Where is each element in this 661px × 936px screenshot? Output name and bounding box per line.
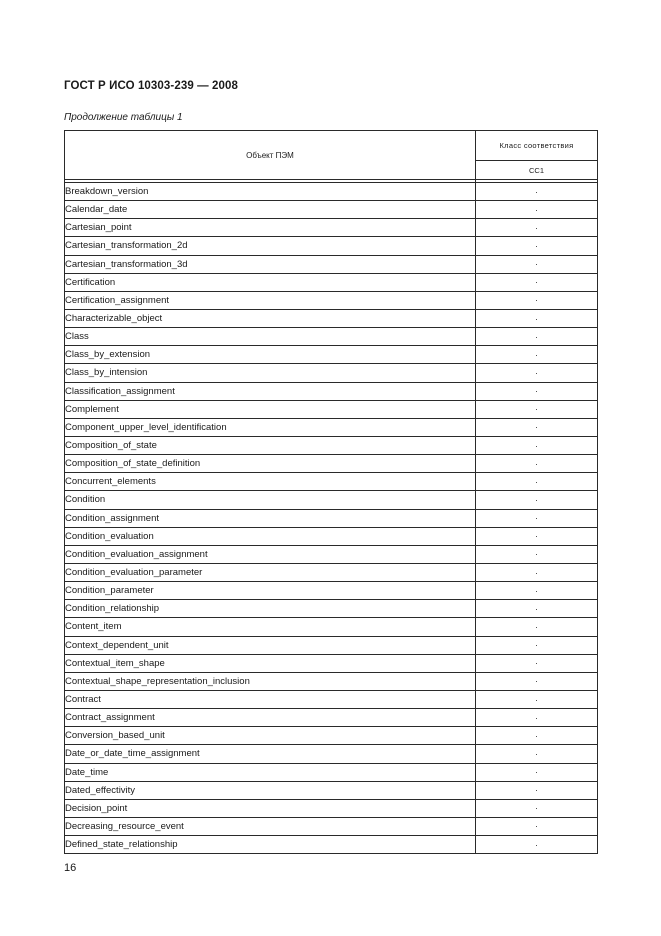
table-row: [65, 183, 598, 201]
object-name-cell: Condition_assignment: [65, 509, 476, 527]
table-row: [65, 255, 598, 273]
cc1-mark-cell: ·: [476, 346, 598, 364]
table-row: [65, 817, 598, 835]
header-object: Объект ПЭМ: [65, 131, 476, 180]
cc1-mark-cell: ·: [476, 836, 598, 854]
table-row: [65, 291, 598, 309]
cc1-mark-cell: ·: [476, 654, 598, 672]
cc1-mark-cell: ·: [476, 727, 598, 745]
cc1-mark-cell: ·: [476, 309, 598, 327]
cc1-mark-cell: ·: [476, 273, 598, 291]
cc1-mark-cell: ·: [476, 436, 598, 454]
cc1-mark-cell: ·: [476, 582, 598, 600]
object-name-cell: Breakdown_version: [65, 183, 476, 201]
cc1-mark-cell: ·: [476, 618, 598, 636]
cc1-mark-cell: ·: [476, 600, 598, 618]
table-row: [65, 709, 598, 727]
table-row: [65, 727, 598, 745]
cc1-mark-cell: ·: [476, 545, 598, 563]
table-row: [65, 545, 598, 563]
object-name-cell: Certification_assignment: [65, 291, 476, 309]
table-row: [65, 618, 598, 636]
table-row: [65, 509, 598, 527]
table-row: [65, 436, 598, 454]
cc1-mark-cell: ·: [476, 781, 598, 799]
cc1-mark-cell: ·: [476, 291, 598, 309]
cc1-mark-cell: ·: [476, 799, 598, 817]
table-row: [65, 745, 598, 763]
object-name-cell: Contextual_shape_representation_inclusion: [65, 672, 476, 690]
cc1-mark-cell: ·: [476, 255, 598, 273]
table-row: [65, 400, 598, 418]
object-name-cell: Condition_evaluation_assignment: [65, 545, 476, 563]
table-row: [65, 636, 598, 654]
object-name-cell: Condition_evaluation_parameter: [65, 563, 476, 581]
table-row: [65, 473, 598, 491]
object-name-cell: Concurrent_elements: [65, 473, 476, 491]
object-name-cell: Date_or_date_time_assignment: [65, 745, 476, 763]
header-conformance-class: Класс соответствия: [476, 131, 598, 161]
object-name-cell: Calendar_date: [65, 201, 476, 219]
cc1-mark-cell: ·: [476, 527, 598, 545]
object-name-cell: Class_by_intension: [65, 364, 476, 382]
object-name-cell: Condition_parameter: [65, 582, 476, 600]
cc1-mark-cell: ·: [476, 709, 598, 727]
table-row: [65, 309, 598, 327]
cc1-mark-cell: ·: [476, 763, 598, 781]
table-row: [65, 491, 598, 509]
cc1-mark-cell: ·: [476, 473, 598, 491]
object-name-cell: Dated_effectivity: [65, 781, 476, 799]
object-name-cell: Cartesian_transformation_3d: [65, 255, 476, 273]
conformance-table: [64, 130, 598, 854]
object-name-cell: Decreasing_resource_event: [65, 817, 476, 835]
object-name-cell: Condition_relationship: [65, 600, 476, 618]
table-row: [65, 690, 598, 708]
cc1-mark-cell: ·: [476, 672, 598, 690]
object-name-cell: Conversion_based_unit: [65, 727, 476, 745]
table-row: [65, 781, 598, 799]
cc1-mark-cell: ·: [476, 219, 598, 237]
table-row: [65, 346, 598, 364]
cc1-mark-cell: ·: [476, 400, 598, 418]
object-name-cell: Decision_point: [65, 799, 476, 817]
table-row: [65, 201, 598, 219]
table-row: [65, 582, 598, 600]
object-name-cell: Content_item: [65, 618, 476, 636]
object-name-cell: Certification: [65, 273, 476, 291]
cc1-mark-cell: ·: [476, 563, 598, 581]
cc1-mark-cell: ·: [476, 690, 598, 708]
table-row: [65, 455, 598, 473]
table-row: [65, 672, 598, 690]
object-name-cell: Condition_evaluation: [65, 527, 476, 545]
object-name-cell: Cartesian_point: [65, 219, 476, 237]
cc1-mark-cell: ·: [476, 491, 598, 509]
table-row: [65, 527, 598, 545]
table-row: [65, 836, 598, 854]
object-name-cell: Component_upper_level_identification: [65, 418, 476, 436]
cc1-mark-cell: ·: [476, 364, 598, 382]
object-name-cell: Characterizable_object: [65, 309, 476, 327]
cc1-mark-cell: ·: [476, 418, 598, 436]
table-row: [65, 654, 598, 672]
object-name-cell: Contract: [65, 690, 476, 708]
table-row: [65, 273, 598, 291]
table-row: [65, 382, 598, 400]
cc1-mark-cell: ·: [476, 509, 598, 527]
table-row: [65, 364, 598, 382]
cc1-mark-cell: ·: [476, 328, 598, 346]
object-name-cell: Contextual_item_shape: [65, 654, 476, 672]
cc1-mark-cell: ·: [476, 183, 598, 201]
document-title: ГОСТ Р ИСО 10303-239 — 2008: [64, 80, 239, 92]
cc1-mark-cell: ·: [476, 237, 598, 255]
table-row: [65, 237, 598, 255]
table-row: [65, 563, 598, 581]
cc1-mark-cell: ·: [476, 455, 598, 473]
object-name-cell: Class_by_extension: [65, 346, 476, 364]
table-row: [65, 219, 598, 237]
object-name-cell: Condition: [65, 491, 476, 509]
cc1-mark-cell: ·: [476, 817, 598, 835]
object-name-cell: Date_time: [65, 763, 476, 781]
object-name-cell: Class: [65, 328, 476, 346]
table-row: [65, 328, 598, 346]
object-name-cell: Classification_assignment: [65, 382, 476, 400]
header-cc1: CC1: [476, 161, 598, 180]
object-name-cell: Composition_of_state_definition: [65, 455, 476, 473]
table-row: [65, 418, 598, 436]
table-row: [65, 799, 598, 817]
table-body: [65, 183, 598, 854]
page-number: 16: [64, 862, 77, 874]
table-row: [65, 763, 598, 781]
table-caption: Продолжение таблицы 1: [64, 112, 183, 123]
object-name-cell: Cartesian_transformation_2d: [65, 237, 476, 255]
object-name-cell: Context_dependent_unit: [65, 636, 476, 654]
cc1-mark-cell: ·: [476, 636, 598, 654]
cc1-mark-cell: ·: [476, 201, 598, 219]
object-name-cell: Complement: [65, 400, 476, 418]
object-name-cell: Contract_assignment: [65, 709, 476, 727]
object-name-cell: Composition_of_state: [65, 436, 476, 454]
cc1-mark-cell: ·: [476, 745, 598, 763]
cc1-mark-cell: ·: [476, 382, 598, 400]
table-row: [65, 600, 598, 618]
object-name-cell: Defined_state_relationship: [65, 836, 476, 854]
